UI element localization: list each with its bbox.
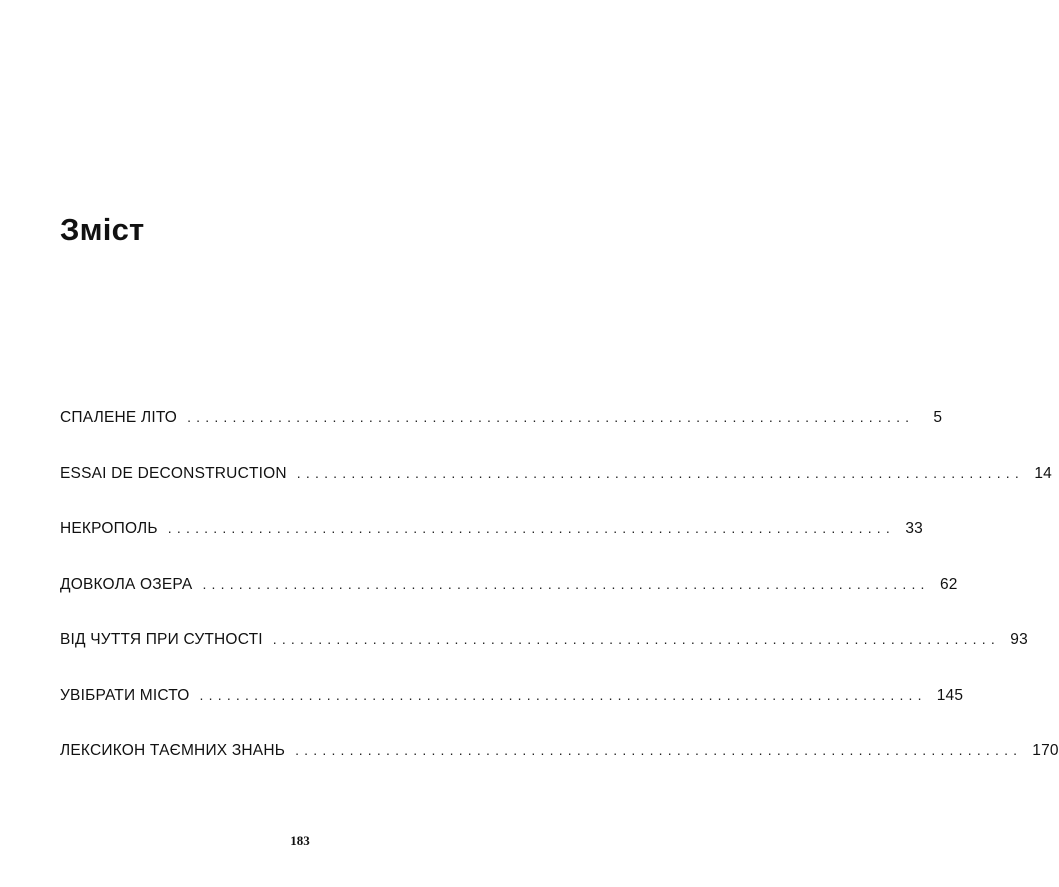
toc-entry-title: ESSAI DE DECONSTRUCTION (60, 464, 287, 482)
toc-entry-page: 62 (939, 575, 958, 593)
toc-entry-title: ВІД ЧУТТЯ ПРИ СУТНОСТІ (60, 631, 263, 648)
table-of-contents (60, 406, 1059, 795)
toc-dot-leader: ................................................................................ (295, 742, 1023, 758)
toc-entry-title: УВІБРАТИ МІСТО (60, 686, 190, 704)
toc-entry-title: ЛЕКСИКОН ТАЄМНИХ ЗНАНЬ (60, 742, 286, 759)
toc-entry-title: ДОВКОЛА ОЗЕРА (60, 575, 193, 593)
toc-entry-title: СПАЛЕНЕ ЛІТО (60, 409, 178, 426)
page-title: Зміст (60, 211, 145, 247)
toc-dot-leader: ................................................................................ (187, 409, 915, 425)
toc-entry-page: 5 (933, 409, 943, 426)
toc-dot-leader: ................................................................................ (167, 520, 895, 536)
toc-entry-page: 145 (936, 686, 964, 704)
toc-entry-leksykon-taiemnykh-znan[interactable] (60, 739, 1059, 766)
toc-dot-leader: ................................................................................ (199, 686, 927, 703)
toc-entry-page: 170 (1032, 742, 1059, 759)
toc-entry-vid-chuttia-pry-sutnosti[interactable] (60, 628, 1028, 655)
toc-entry-nekropol[interactable] (60, 517, 923, 544)
toc-dot-leader: ................................................................................ (202, 575, 930, 592)
toc-dot-leader: ................................................................................ (296, 464, 1024, 481)
page-number: 183 (290, 833, 310, 848)
toc-entry-page: 33 (905, 520, 923, 537)
toc-entry-page: 93 (1010, 631, 1028, 648)
toc-dot-leader: ................................................................................ (272, 631, 1000, 647)
toc-entry-uvibraty-misto[interactable] (60, 684, 964, 711)
toc-entry-title: НЕКРОПОЛЬ (60, 520, 158, 537)
toc-entry-spalene-lito[interactable] (60, 406, 943, 433)
toc-entry-page: 14 (1034, 464, 1052, 482)
toc-entry-essai-de-deconstruction[interactable] (60, 462, 1052, 489)
toc-entry-dovkola-ozera[interactable] (60, 573, 958, 600)
